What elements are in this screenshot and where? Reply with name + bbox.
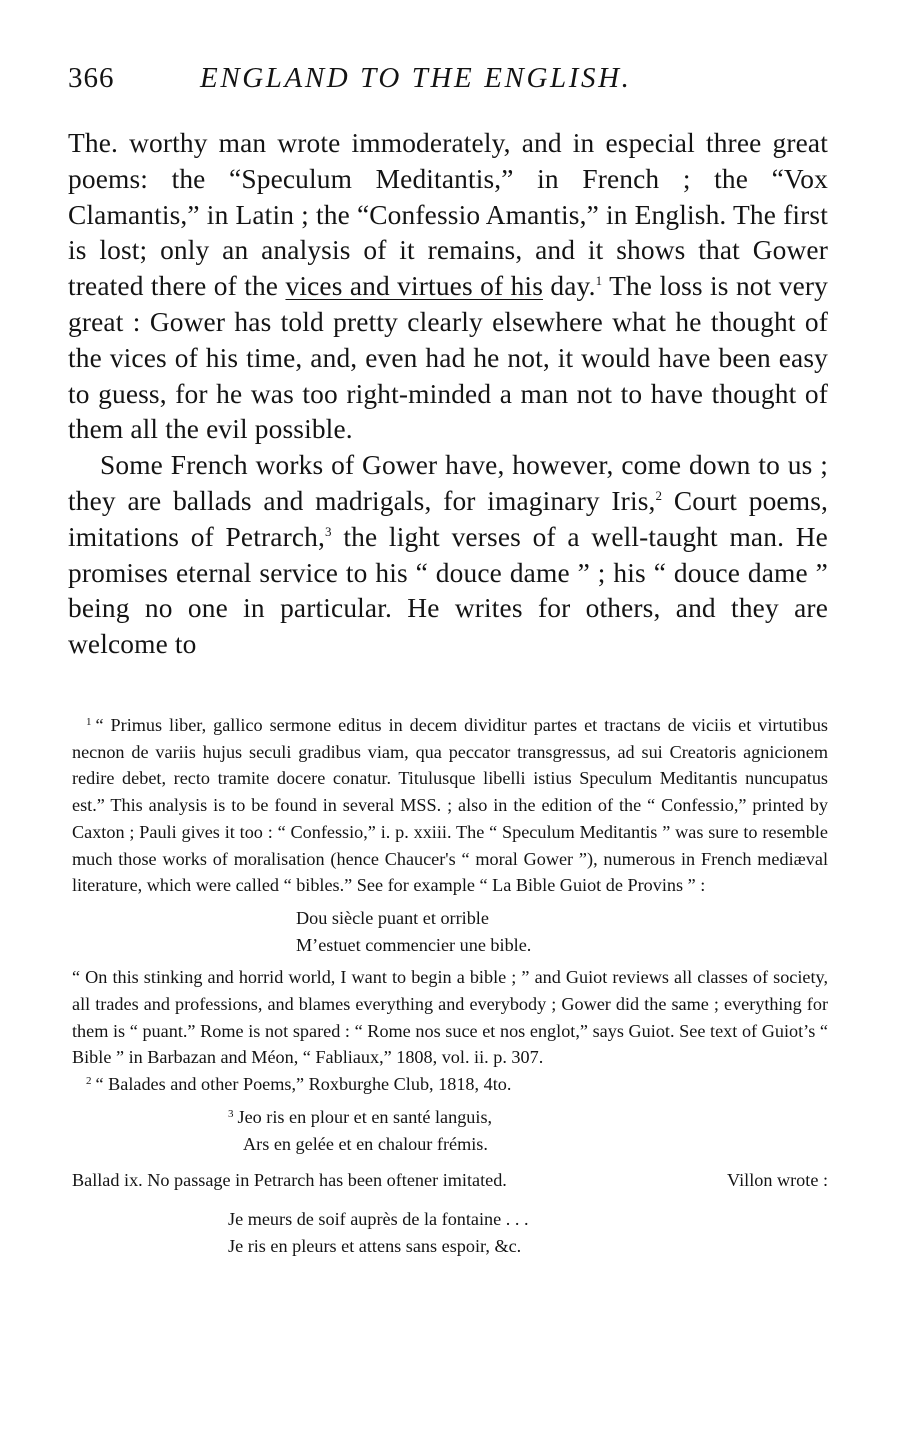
verse-line: Je meurs de soif auprès de la fontaine . . . <box>228 1208 529 1229</box>
verse-line: Dou siècle puant et orrible <box>296 907 489 928</box>
paragraph-1-text-b: day. <box>543 271 596 302</box>
footnote-2-text: “ Balades and other Poems,” Roxburghe Club, 1818, 4to. <box>95 1074 512 1095</box>
verse-line-text: Jeo ris en plour et en santé languis, <box>237 1106 493 1127</box>
footnote-2-mark: 2 <box>86 1075 92 1088</box>
footnote-1-verse <box>72 905 828 958</box>
footnote-1-text: “ Primus liber, gallico sermone editus in decem dividitur partes et tractans de viciis et virtutibus necnon de variis hujus seculi gradibus viam, qua peccator transgressus, ad sui Creatoris agnicionem redire debet, recto tramite docere conatur. Titulusque libelli istius Speculum Meditantis nuncupatus est.” This analysis is to be found in several MSS. ; also in the edition of the “ Confessio,” printed by Caxton ; Pauli gives it too : “ Confessio,” i. p. xxiii. The “ Speculum Meditantis ” was sure to resemble much those works of moralisation (hence Chaucer's “ moral Gower ”), numerous in French mediæval literature, which were called “ bibles.” See for example “ La Bible Guiot de Provins ” : <box>72 715 828 896</box>
paragraph-2-text-c: the light verses of a well-taught man. He promises eternal service to his “ douce dame ” ; his “ douce dame ” being no one in particular. He writes for others, and they are welcome to <box>68 521 828 660</box>
running-title: ENGLAND TO THE ENGLISH. <box>200 62 632 94</box>
footnote-ref-3: 3 <box>325 523 332 539</box>
verse-line <box>228 1104 828 1131</box>
footnote-1-continuation: “ On this stinking and horrid world, I want to begin a bible ; ” and Guiot reviews all classes of society, all trades and professions, and blames everything and everybody ; Gower did the same ; everything for them is “ puant.” Rome is not spared : “ Rome nos suce et nos englot,” says Guiot. See text of Guiot’s “ Bible ” in Barbazan and Méon, “ Fabliaux,” 1808, vol. ii. p. 307. <box>72 967 828 1068</box>
villon-text: Villon wrote : <box>727 1170 828 1191</box>
paragraph-1-text-a: The. worthy man wrote immoderately, and in especial three great poems: the “Speculum Meditantis,” in French ; the “Vox Clamantis,” in Latin ; the “Confessio Amantis,” in English. The first is lost; only an analysis of it remains, and it shows that Gower treated there of the <box>68 128 828 302</box>
ballad-text: Ballad ix. No passage in Petrarch has been oftener imitated. <box>72 1170 507 1191</box>
verse-line: Ars en gelée et en chalour frémis. <box>243 1133 488 1154</box>
footnote-3-ballad-line <box>72 1167 828 1194</box>
footnote-1 <box>72 712 828 899</box>
paragraph-1-text-c: The loss is not very great : Gower has told pretty clearly elsewhere what he thought of the vices of his time, and, even had he not, it would have been easy to guess, for he was too right-minded a man not to have thought of them all the evil possible. <box>68 271 829 445</box>
footnote-ref-1: 1 <box>595 273 603 289</box>
footnote-1-mark: 1 <box>86 716 92 728</box>
verse-line: M’estuet commencier une bible. <box>296 934 532 955</box>
footnote-3-villon-verse <box>72 1206 828 1259</box>
paragraph-2-text-b: Court poems, imitations of Petrarch, <box>68 485 828 552</box>
footnote-3-verse <box>72 1104 828 1157</box>
paragraph-2 <box>68 448 828 663</box>
underlined-phrase: vices and virtues of his <box>285 271 544 302</box>
running-head <box>68 62 828 102</box>
page-number: 366 <box>68 62 115 94</box>
paragraph-2-text-a: Some French works of Gower have, however, come down to us ; they are ballads and madrigals, for imaginary Iris, <box>68 450 828 516</box>
footnote-ref-2: 2 <box>655 487 663 503</box>
footnotes <box>72 712 828 1265</box>
footnote-3-mark: 3 <box>228 1107 234 1120</box>
footnote-2 <box>72 1071 828 1098</box>
paragraph-1 <box>68 126 828 448</box>
verse-line: Je ris en pleurs et attens sans espoir, &c. <box>228 1235 522 1256</box>
body-text <box>68 126 828 663</box>
